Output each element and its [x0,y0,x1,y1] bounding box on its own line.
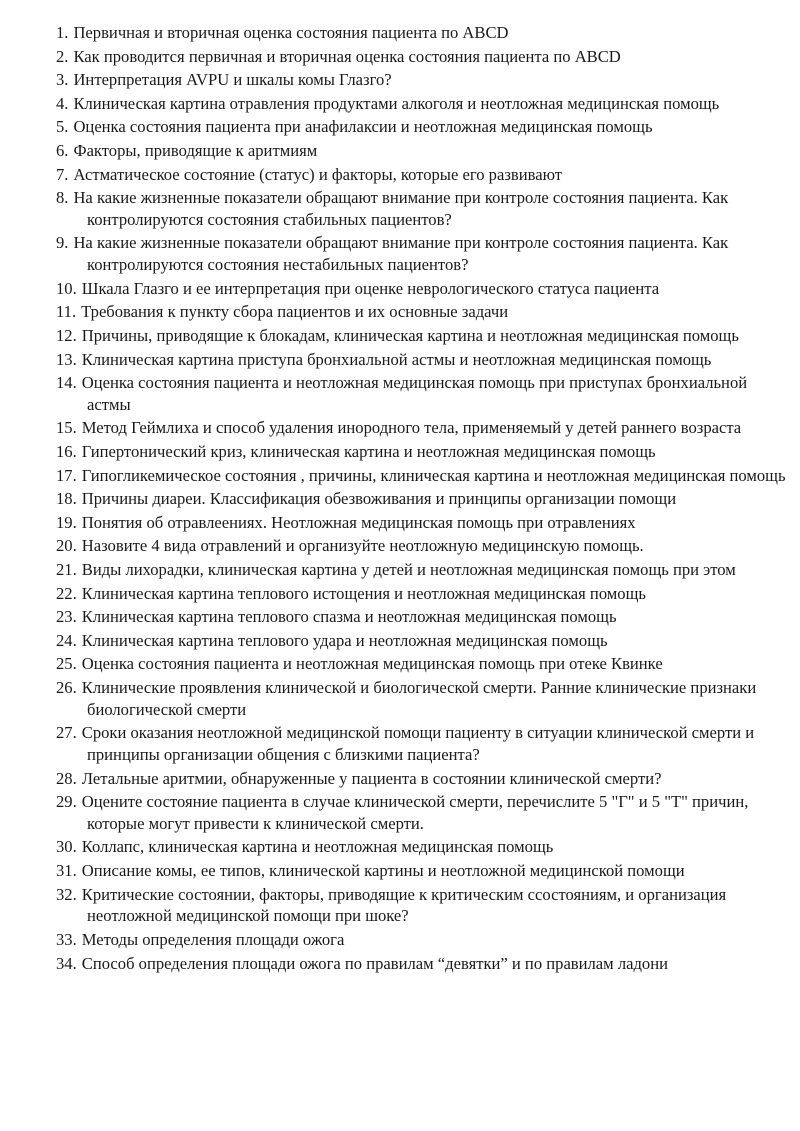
question-number: 3. [56,70,69,90]
question-item [56,677,786,720]
question-text: Клинические проявления клинической и биологической смерти. Ранние клинические признаки биологической смерти [81,677,757,719]
question-text: Оценка состояния пациента и неотложная медицинская помощь при приступах бронхиальной астмы [81,373,748,414]
question-text: Клиническая картина отравления продуктами алкоголя и неотложная медицинская помощь [73,93,720,113]
question-number: 27. [56,723,77,743]
question-text: Требования к пункту сбора пациентов и их основные задачи [81,302,509,322]
question-number: 9. [56,233,69,253]
question-text: Причины диареи. Классификация обезвоживания и принципы организации помощи [81,489,677,509]
question-number: 6. [56,140,69,160]
question-text: Оцените состояние пациента в случае клинической смерти, перечислите 5 "Г" и 5 "Т" причин, которые могут привести к клинической смерти. [81,792,749,833]
question-text: Сроки оказания неотложной медицинской помощи пациенту в ситуации клинической смерти и принципы организации общения с близкими пациента? [81,723,755,764]
question-item [56,69,786,91]
question-item [56,301,786,323]
question-number: 30. [56,837,77,857]
question-number: 11. [56,302,77,322]
question-item [56,860,786,882]
question-item [56,417,786,439]
question-item [56,232,786,275]
question-number: 17. [56,465,77,485]
question-text: Астматическое состояние (статус) и факторы, которые его развивают [73,164,563,184]
question-text: Оценка состояния пациента и неотложная медицинская помощь при отеке Квинке [81,654,663,674]
question-text: Клиническая картина теплового удара и неотложная медицинская помощь [81,630,608,650]
question-number: 18. [56,489,77,509]
question-item [56,325,786,347]
question-item [56,116,786,138]
question-text: На какие жизненные показатели обращают внимание при контроле состояния пациента. Как контролируются состояния нестабильных пациентов? [73,233,729,275]
question-item [56,465,786,487]
question-list [56,22,786,976]
question-text: На какие жизненные показатели обращают внимание при контроле состояния пациента. Как контролируются состояния стабильных пациентов? [73,188,729,229]
question-item [56,559,786,581]
question-item [56,140,786,162]
question-text: Способ определения площади ожога по правилам “девятки” и по правилам ладони [81,953,668,973]
question-number: 4. [56,93,69,113]
question-number: 5. [56,117,69,137]
question-text: Описание комы, ее типов, клинической картины и неотложной медицинской помощи [81,861,685,881]
question-number: 22. [56,583,77,603]
question-text: Коллапс, клиническая картина и неотложная медицинская помощь [81,837,554,857]
question-number: 19. [56,512,77,532]
question-number: 10. [56,278,77,298]
question-text: Критические состоянии, факторы, приводящие к критическим ссостояниям, и организация неотложной медицинской помощи при шоке? [81,884,727,926]
question-item [56,606,786,628]
question-text: Назовите 4 вида отравлений и организуйте неотложную медицинскую помощь. [81,536,644,556]
question-number: 13. [56,349,77,369]
question-number: 29. [56,792,77,812]
question-number: 24. [56,630,77,650]
question-item [56,653,786,675]
question-text: Клиническая картина приступа бронхиальной астмы и неотложная медицинская помощь [81,349,712,369]
question-text: Гипертонический криз, клиническая картина и неотложная медицинская помощь [81,442,656,462]
question-item [56,488,786,510]
question-item [56,187,786,230]
question-number: 34. [56,953,77,973]
question-number: 25. [56,654,77,674]
question-item [56,164,786,186]
question-number: 7. [56,164,69,184]
question-text: Клиническая картина теплового спазма и неотложная медицинская помощь [81,607,617,627]
question-text: Как проводится первичная и вторичная оценка состояния пациента по ABCD [73,46,621,66]
question-item [56,349,786,371]
question-item [56,884,786,927]
question-item [56,535,786,557]
question-text: Клиническая картина теплового истощения и неотложная медицинская помощь [81,583,646,603]
question-number: 16. [56,442,77,462]
question-text: Летальные аритмии, обнаруженные у пациента в состоянии клинической смерти? [81,768,662,788]
question-text: Виды лихорадки, клиническая картина у детей и неотложная медицинская помощь при этом [81,559,736,579]
question-text: Метод Геймлиха и способ удаления инородного тела, применяемый у детей раннего возраста [81,418,742,438]
question-number: 26. [56,677,77,697]
question-text: Интерпретация AVPU и шкалы комы Глазго? [73,70,392,90]
question-item [56,278,786,300]
question-item [56,441,786,463]
question-number: 1. [56,23,69,42]
question-item [56,953,786,975]
question-item [56,791,786,834]
question-text: Оценка состояния пациента при анафилаксии и неотложная медицинская помощь [73,117,653,137]
question-item [56,93,786,115]
question-number: 33. [56,929,77,949]
question-number: 21. [56,559,77,579]
question-text: Факторы, приводящие к аритмиям [73,140,318,160]
question-item [56,929,786,951]
question-number: 23. [56,607,77,627]
question-number: 2. [56,46,69,66]
question-text: Понятия об отравлеениях. Неотложная медицинская помощь при отравлениях [81,512,636,532]
question-number: 8. [56,188,69,208]
question-item [56,630,786,652]
question-number: 12. [56,325,77,345]
question-number: 15. [56,418,77,438]
question-item [56,836,786,858]
question-text: Методы определения площади ожога [81,929,345,949]
question-item [56,768,786,790]
question-text: Шкала Глазго и ее интерпретация при оценке неврологического статуса пациента [81,278,660,298]
question-text: Причины, приводящие к блокадам, клиническая картина и неотложная медицинская помощь [81,325,739,345]
question-item [56,512,786,534]
question-number: 28. [56,768,77,788]
question-item [56,583,786,605]
question-item [56,372,786,415]
question-item [56,722,786,765]
question-item [56,22,786,44]
question-text: Гипогликемическое состояния , причины, клиническая картина и неотложная медицинская помощь [81,465,786,485]
question-number: 14. [56,373,77,393]
question-item [56,46,786,68]
question-number: 20. [56,536,77,556]
question-number: 31. [56,861,77,881]
question-text: Первичная и вторичная оценка состояния пациента по ABCD [73,23,509,42]
question-number: 32. [56,884,77,904]
